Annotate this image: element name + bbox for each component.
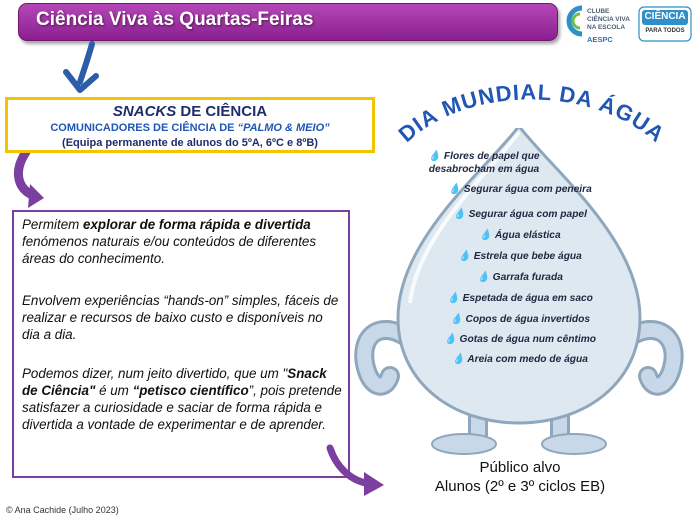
snacks-subtitle (8, 122, 372, 134)
list-item-label: Flores de papel que desabrocham em água (428, 151, 540, 175)
list-item-label: Segurar água com peneira (463, 184, 592, 195)
snacks-subtitle-prefix: COMUNICADORES DE CIÊNCIA DE (50, 122, 238, 134)
down-arrow-icon (66, 44, 96, 90)
target-audience (420, 458, 620, 496)
para-todos-logo-text: PARA TODOS (645, 28, 685, 34)
droplet-icon: 💧 (448, 184, 461, 195)
list-item-label: Segurar água com papel (468, 209, 587, 220)
list-item (400, 353, 640, 366)
droplet-icon: 💧 (447, 293, 460, 304)
description-paragraph-1 (22, 216, 344, 267)
list-item-label: Água elástica (494, 230, 561, 241)
list-item (400, 313, 640, 326)
droplet-icon: 💧 (452, 354, 465, 365)
list-item-label: Copos de água invertidos (465, 314, 591, 325)
p3-text-c: é um (95, 383, 133, 398)
list-item (400, 183, 640, 196)
list-item-label: Espetada de água em saco (462, 293, 593, 304)
description-paragraph-3 (22, 365, 344, 433)
droplet-icon: 💧 (428, 151, 442, 162)
list-item-label: Areia com medo de água (467, 354, 588, 365)
list-item (400, 333, 640, 346)
droplet-icon: 💧 (479, 230, 493, 241)
list-item (400, 292, 640, 305)
clube-label-1: CLUBE (587, 8, 610, 15)
p1-text-a: Permitem (22, 217, 84, 232)
snacks-box (5, 97, 375, 153)
copyright-footer: © Ana Cachide (Julho 2023) (6, 505, 119, 515)
snacks-title (8, 103, 372, 120)
description-paragraph-2: Envolvem experiências “hands-on” simples, fáceis de realizar e recursos de baixo custo e disponíveis no dia a dia. (22, 293, 339, 342)
p3-text-bold-2: “petisco científico (132, 383, 249, 398)
description-box (12, 210, 350, 478)
p3-text-a: Podemos dizer, num jeito divertido, que um " (22, 366, 288, 381)
droplet-icon: 💧 (449, 314, 463, 325)
droplet-icon: 💧 (477, 272, 490, 283)
p3-text-bold-1: Snack de Ciência" (22, 366, 327, 398)
clube-label-3: NA ESCOLA (587, 24, 626, 31)
list-item (400, 250, 640, 263)
list-item (400, 229, 640, 242)
target-audience-value: Alunos (2º e 3º ciclos EB) (434, 478, 606, 495)
snacks-title-rest: DE CIÊNCIA (176, 103, 268, 120)
p1-text-c: fenómenos naturais e/ou conteúdos de diferentes áreas do conhecimento. (22, 234, 317, 266)
p3-text-e: ”, pois pretende satisfazer a curiosidade e saciar de forma rápida e divertida a vontade de experimentar e de aprender. (22, 383, 342, 432)
droplet-icon: 💧 (453, 209, 466, 220)
list-item-label: Gotas de água num cêntimo (459, 334, 596, 345)
droplet-icon: 💧 (444, 334, 457, 345)
list-item-label: Estrela que bebe água (473, 251, 582, 262)
snacks-title-em: SNACKS (112, 103, 177, 120)
drop-title (380, 70, 680, 160)
snacks-subtitle-em: “PALMO & MEIO” (237, 122, 330, 134)
p1-text-bold: explorar de forma rápida e divertida (83, 217, 311, 232)
clube-label-2: CIÊNCIA VIVA (587, 16, 630, 23)
list-item (400, 150, 568, 176)
ciencia-logo-text: CIÊNCIA (644, 11, 686, 22)
page-title: Ciência Viva às Quartas-Feiras (36, 9, 314, 30)
svg-text:DIA MUNDIAL DA ÁGUA (394, 79, 670, 147)
snacks-team: (Equipa permanente de alunos do 5ºA, 6ºC e 8ºB) (62, 137, 318, 149)
list-item (400, 271, 640, 284)
drop-title-text: DIA MUNDIAL DA ÁGUA (393, 79, 670, 148)
list-item-label: Garrafa furada (492, 272, 563, 283)
curved-arrow-icon (18, 152, 44, 208)
droplet-icon: 💧 (458, 251, 471, 262)
aespc-label: AESPC (587, 35, 613, 44)
list-item (400, 208, 640, 221)
target-audience-label: Público alvo (479, 459, 561, 476)
